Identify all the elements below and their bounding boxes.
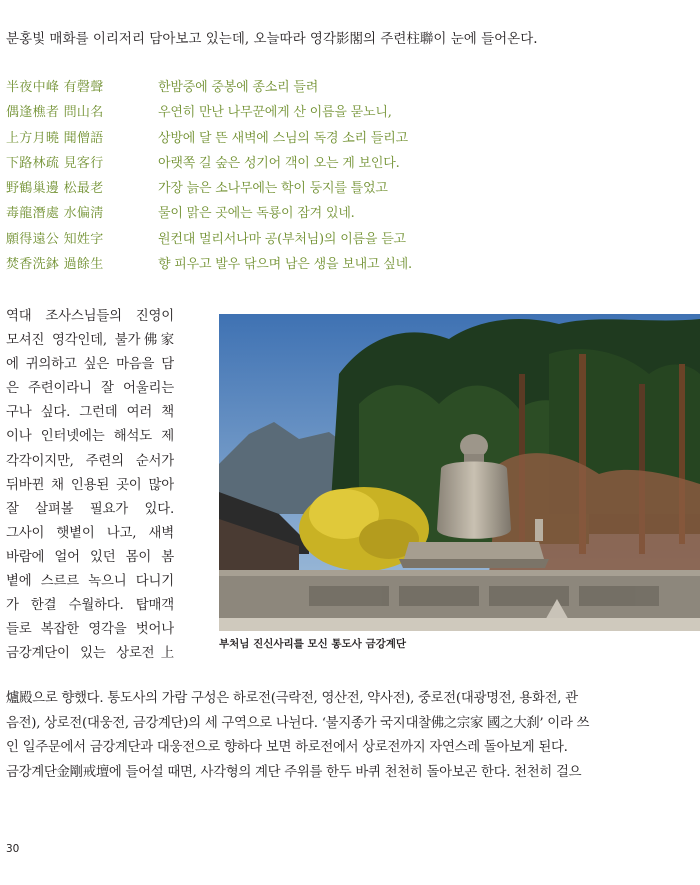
temple-photo-illustration bbox=[219, 314, 700, 631]
text-line: 잘 살펴볼 필요가 있다. bbox=[6, 501, 174, 517]
poem-line bbox=[6, 127, 696, 152]
poem-chinese: 願得遠公 知姓字 bbox=[6, 231, 104, 247]
text-line: 역대 조사스님들의 진영이 bbox=[6, 309, 174, 324]
photo-caption: 부처님 진신사리를 모신 통도사 금강계단 bbox=[219, 638, 407, 650]
text-line: 모셔진 영각인데, 불가佛家 bbox=[6, 333, 174, 349]
poem-chinese: 下路林疏 見客行 bbox=[6, 155, 104, 171]
text-line: 뒤바뀐 채 인용된 곳이 많아 bbox=[6, 477, 174, 493]
body-text-full bbox=[6, 687, 696, 785]
poem-chinese: 上方月曉 聞僧語 bbox=[6, 130, 104, 146]
text-line: 가 한결 수월하다. 탑매객 bbox=[6, 598, 174, 614]
poem-chinese: 野鶴巢邊 松最老 bbox=[6, 181, 104, 197]
text-line: 에 귀의하고 싶은 마음을 담 bbox=[6, 357, 174, 373]
text-line: 그사이 햇볕이 나고, 새벽 bbox=[6, 525, 174, 541]
text-line: 금강계단金剛戒壇에 들어설 때면, 사각형의 계단 주위를 한두 바퀴 천천히 돌아보곤 한다. 천천히 걸으 bbox=[6, 764, 582, 780]
poem-line bbox=[6, 177, 696, 202]
poem-line bbox=[6, 152, 696, 177]
page-number: 30 bbox=[6, 843, 20, 855]
poem-korean: 가장 늙은 소나무에는 학이 둥지를 틀었고 bbox=[158, 181, 388, 197]
poem-chinese: 焚香洗鉢 過餘生 bbox=[6, 257, 104, 273]
text-line: 은 주련이라니 잘 어울리는 bbox=[6, 381, 174, 397]
poem-korean: 상방에 달 뜬 새벽에 스님의 독경 소리 들리고 bbox=[158, 130, 408, 146]
poem-korean: 물이 맑은 곳에는 독룡이 잠겨 있네. bbox=[158, 206, 355, 222]
poem-line bbox=[6, 202, 696, 227]
temple-photo bbox=[219, 314, 700, 631]
poem-block bbox=[6, 76, 696, 278]
poem-korean: 향 피우고 발우 닦으며 남은 생을 보내고 싶네. bbox=[158, 257, 412, 273]
text-line: 음전), 상로전(대웅전, 금강계단)의 세 구역으로 나뉜다. ‘불지종가 국지대찰佛之宗家 國之大刹’ 이라 쓰 bbox=[6, 715, 590, 731]
poem-line bbox=[6, 76, 696, 101]
poem-korean: 원컨대 멀리서나마 공(부처님)의 이름을 듣고 bbox=[158, 231, 406, 247]
poem-chinese: 半夜中峰 有磬聲 bbox=[6, 80, 104, 95]
poem-korean: 우연히 만난 나무꾼에게 산 이름을 묻노니, bbox=[158, 105, 392, 121]
text-line: 구나 싶다. 그런데 여러 책 bbox=[6, 405, 174, 421]
text-line: 바람에 얼어 있던 몸이 봄 bbox=[6, 549, 174, 565]
poem-korean: 한밤중에 중봉에 종소리 들려 bbox=[158, 80, 319, 95]
intro-paragraph: 분홍빛 매화를 이리저리 담아보고 있는데, 오늘따라 영각影閣의 주련柱聯이 눈에 들어온다. bbox=[6, 31, 538, 47]
poem-line bbox=[6, 101, 696, 126]
text-line: 들로 복잡한 영각을 벗어나 bbox=[6, 622, 174, 638]
text-line: 이나 인터넷에는 해석도 제 bbox=[6, 429, 174, 445]
text-line: 볕에 스르르 녹으니 다니기 bbox=[6, 574, 174, 590]
body-text-column bbox=[6, 305, 174, 666]
poem-chinese: 偶逢樵者 問山名 bbox=[6, 105, 104, 121]
poem-chinese: 毒龍潛處 水偏淸 bbox=[6, 206, 104, 222]
text-line: 금강계단이 있는 상로전上 bbox=[6, 646, 174, 662]
poem-line bbox=[6, 228, 696, 253]
text-line: 각각이지만, 주련의 순서가 bbox=[6, 453, 174, 469]
text-line: 인 일주문에서 금강계단과 대웅전으로 향하다 보면 하로전에서 상로전까지 자연스레 돌아보게 된다. bbox=[6, 740, 568, 755]
poem-line bbox=[6, 253, 696, 278]
poem-korean: 아랫쪽 길 숲은 성기어 객이 오는 게 보인다. bbox=[158, 155, 400, 171]
text-line: 爐殿으로 향했다. 통도사의 가람 구성은 하로전(극락전, 영산전, 약사전), 중로전(대광명전, 용화전, 관 bbox=[6, 691, 578, 706]
